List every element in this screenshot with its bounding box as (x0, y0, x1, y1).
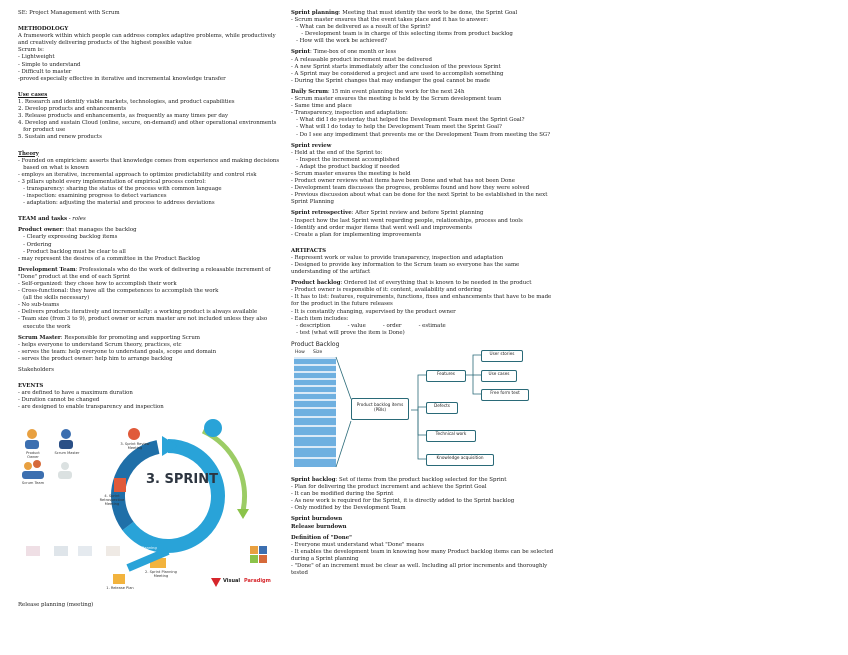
text-line: - Lightweight (18, 54, 55, 61)
stakeholders-label: Stakeholders (18, 367, 54, 374)
text-line: - It enables the development team in knowing how many Product backlog items can be selected (291, 548, 554, 555)
text-line: - Create a plan for implementing improvements (291, 231, 422, 238)
release-plan-icon (113, 574, 125, 584)
text-line: - "Done" of an increment must be clear as well. Including all prior increments and thoroughly (291, 562, 548, 569)
text-line: - employs an iterative, incremental approach to optimize predictability and control risk (18, 171, 257, 178)
text-line: - Plan for delivering the product increment and achieve the Sprint Goal (291, 484, 487, 491)
text-line: -proved especially effective in iterative and incremental knowledge transfer (18, 75, 226, 82)
scrum-master-desc: : Responsible for promoting and supporting Scrum (60, 334, 200, 341)
text-line: A framework within which people can address complex adaptive problems, while productively (18, 33, 276, 40)
text-line: - Delivers products iteratively and incrementally: a working product is always available (18, 309, 258, 316)
text-line: 2. Develop products and enhancements (18, 106, 127, 113)
faded-team-icon (58, 462, 72, 479)
text-line: - A releasable product increment must be delivered (291, 56, 432, 63)
text-line: - Scrum master ensures the meeting is held by the Scrum development team (291, 96, 502, 103)
section-dev-team (18, 267, 288, 331)
leaf-use-cases: Use cases (481, 370, 517, 382)
section-use-cases (18, 92, 288, 142)
section-sprint-planning (291, 10, 563, 45)
sprint-center-label: 3. SPRINT (146, 471, 218, 487)
branch-defects: Defects (426, 402, 458, 414)
role-label-scrum-team: Scrum Team (21, 480, 45, 485)
text-line: - serves the team: help everyone to understand goals, scope and domain (18, 348, 217, 355)
product-owner-desc: : that manages the backlog (62, 227, 137, 234)
text-line: 1. Research and identify viable markets, technologies, and product capabilities (18, 98, 235, 105)
backlog-center-box: Product backlog items (PBIs) (351, 398, 409, 420)
section-sprint-review (291, 143, 563, 207)
step-release-plan: 1. Release Plan (106, 585, 134, 590)
text-line: - Same time and place (291, 103, 352, 110)
text-line: - Difficult to master (18, 68, 72, 75)
step-sprint-planning: 2. Sprint Planning Meeting (145, 569, 177, 578)
backlog-axis-size: Size (313, 349, 323, 355)
events-title: EVENTS (18, 383, 44, 390)
text-line: (all the skills necessary) (18, 295, 90, 302)
sprint-retro-desc: : After Sprint review and before Sprint planning (351, 210, 484, 217)
text-line: understanding of the artifact (291, 269, 371, 276)
text-line: 4. Develop and sustain Cloud (online, secure, on-demand) and other operational environments (18, 120, 277, 127)
section-definition-done (291, 535, 563, 578)
text-line: 3. Release products and enhancements, as frequently as many times per day (18, 113, 229, 120)
team-title-suffix: - roles (67, 216, 86, 223)
branch-technical-work: Technical work (426, 430, 476, 442)
branch-knowledge-acquisition: Knowledge acquisition (426, 454, 494, 466)
text-line: - Only modified by the Development Team (291, 505, 406, 512)
sprint-planning-desc: : Meeting that must identify the work to be done, the Sprint Goal (338, 10, 518, 16)
section-product-backlog (291, 280, 563, 337)
section-theory (18, 151, 288, 208)
daily-arrow-head (237, 509, 249, 519)
methodology-title: METHODOLOGY (18, 26, 69, 33)
brand-visual-text: Visual (223, 577, 241, 584)
text-line: - Simple to understand (18, 61, 81, 68)
scrum-master-icon (59, 429, 73, 449)
text-line: - No sub-teams (18, 302, 60, 309)
scrum-team-icon (22, 460, 44, 479)
daily-scrum-title: Daily Scrum (291, 88, 328, 95)
sprint-review-title: Sprint review (291, 142, 332, 149)
text-line: - Held at the end of the Sprint to: (291, 149, 383, 156)
text-line: "Done" product at the end of each Sprint (18, 273, 131, 280)
text-line: - Identify and order major items that went well and improvements (291, 224, 472, 231)
text-line: - Each item includes: (291, 315, 349, 322)
product-backlog-diagram (291, 341, 546, 471)
text-line: - are defined to have a maximum duration (18, 390, 133, 397)
brand-paradigm-text: Paradigm (244, 577, 271, 584)
text-line: - are designed to enable transparency and inspection (18, 404, 164, 411)
text-line: - Transparency, inspection and adaptation: (291, 110, 408, 117)
section-sprint (291, 49, 563, 84)
sprint-retro-title: Sprint retrospective (291, 210, 352, 217)
text-line: for the product in the future releases (291, 301, 393, 308)
text-line: - Previous discussion about what can be done for the next Sprint to be established in the next (291, 192, 548, 199)
text-line: during a Sprint planning (291, 555, 359, 562)
section-events (18, 383, 288, 411)
role-label-scrum-master: Scrum Master (54, 450, 80, 455)
sprint-desc: : Time-box of one month or less (309, 49, 397, 56)
text-line: - Inspect how the last Sprint went regarding people, relationships, process and tools (291, 217, 523, 224)
text-line: - What will I do today to help the Development Team meet the Sprint Goal? (291, 124, 502, 131)
text-line: based on what is known (18, 164, 89, 171)
step-sprint-retrospective: 4. Sprint Retrospective Meeting (99, 493, 125, 507)
text-line: and creatively delivering products of the highest possible value (18, 40, 192, 47)
text-line: - It can be modified during the Sprint (291, 491, 394, 498)
leaf-free-form-text: Free form text (481, 389, 529, 401)
section-sprint-retrospective (291, 210, 563, 238)
text-line: - Cross-functional: they have all the competences to accomplish the work (18, 288, 219, 295)
text-line: - 3 pillars uphold every implementation of empirical process control: (18, 178, 206, 185)
section-artifacts (291, 248, 563, 276)
right-column (291, 10, 563, 581)
text-line: - Product owner reviews what items have been Done and what has not been Done (291, 178, 515, 185)
text-line: - Designed to provide key information to the Scrum team so everyone has the same (291, 262, 520, 268)
dev-team-title: Development Team (18, 266, 76, 273)
team-title: TEAM and tasks (18, 216, 67, 223)
product-backlog-desc: : Ordered list of everything that is known to be needed in the product (340, 280, 532, 287)
section-product-owner (18, 227, 288, 262)
step-sprint-review: 3. Sprint Review Meeting (120, 441, 150, 450)
text-line: - Everyone must understand what "Done" means (291, 541, 424, 548)
faded-icons (26, 546, 120, 556)
document-header: SE: Project Management with Scrum (18, 10, 120, 16)
artifacts-title: ARTIFACTS (291, 247, 326, 254)
text-line: - test (what will prove the item is Done) (291, 329, 405, 336)
backlog-stack-icon (294, 357, 336, 467)
text-line: Scrum is: (18, 47, 44, 54)
text-line: - Product backlog must be clear to all (18, 248, 126, 255)
text-line: execute the work (18, 323, 71, 330)
dev-team-desc: : Professionals who do the work of delivering a releasable increment of (75, 266, 271, 273)
text-line: - During the Sprint changes that may endanger the goal cannot be made (291, 77, 490, 84)
release-burndown-title: Release burndown (291, 523, 347, 530)
text-line: - Duration cannot be changed (18, 397, 100, 404)
use-cases-title: Use cases (18, 91, 48, 98)
definition-done-title: Definition of "Done" (291, 534, 352, 541)
release-planning-label: Release planning (meeting) (18, 601, 94, 608)
text-line: - Adapt the product backlog if needed (291, 163, 400, 170)
text-line: - description - value - order - estimate (291, 322, 446, 329)
section-methodology (18, 26, 288, 83)
daily-scrum-desc: : 15 min event planning the work for the next 24h (327, 88, 465, 95)
sprint-title: Sprint (291, 49, 310, 56)
increment-icon (250, 546, 267, 563)
product-owner-title: Product owner (18, 227, 63, 234)
leaf-user-stories: User stories (481, 350, 523, 362)
team-heading (18, 216, 288, 223)
text-line: - inspection: examining progress to detect variances (18, 193, 167, 200)
left-column (18, 10, 288, 613)
section-burndown (291, 516, 563, 530)
section-daily-scrum (291, 89, 563, 139)
text-line: 5. Sustain and renew products (18, 134, 102, 141)
text-line: - Inspect the increment accomplished (291, 156, 400, 163)
text-line: - A new Sprint starts immediately after the conclusion of the previous Sprint (291, 63, 501, 70)
scrum-master-title: Scrum Master (18, 334, 61, 341)
sprint-backlog-desc: : Set of items from the product backlog selected for the Sprint (335, 476, 507, 483)
sprint-backlog-title: Sprint backlog (291, 476, 336, 483)
backlog-axis-how: How (295, 349, 305, 355)
text-line: - Ordering (18, 241, 52, 248)
text-line: - Development team is in charge of this selecting items from product backlog (291, 31, 513, 38)
text-line: - Product owner is responsible of it: content, availability and ordering (291, 287, 482, 294)
text-line: - As new work is required for the Sprint, it is directly added to the Sprint backlog (291, 498, 515, 505)
visual-paradigm-logo-icon (211, 578, 221, 587)
retrospective-badge-icon (114, 478, 126, 492)
text-line: - adaptation: adjusting the material and process to address deviations (18, 200, 215, 207)
text-line: - Team size (from 3 to 9), product owner or scrum master are not included unless they also (18, 316, 268, 323)
text-line: - What did I do yesterday that helped the Development Team meet the Sprint Goal? (291, 117, 525, 124)
text-line: - Scrum master ensures the meeting is held (291, 170, 411, 177)
sprint-burndown-title: Sprint burndown (291, 516, 343, 523)
section-sprint-backlog (291, 477, 563, 512)
text-line: - It has to list: features, requirements, functions, fixes and enhancements that have to be made (291, 294, 552, 301)
backlog-figure-title: Product Backlog (291, 340, 340, 348)
text-line: - transparency: sharing the status of the process with common language (18, 185, 222, 192)
role-label-product-owner: Product Owner (26, 450, 40, 459)
branch-features: Features (426, 370, 466, 382)
text-line: - It is constantly changing, supervised by the product owner (291, 308, 456, 315)
sprint-cycle-diagram (18, 416, 278, 598)
review-badge-icon (128, 428, 140, 440)
text-line: - Clearly expressing backlog items (18, 234, 118, 241)
product-owner-icon (25, 429, 39, 449)
product-backlog-title: Product backlog (291, 280, 341, 287)
text-line: - may represent the desires of a committee in the Product Backlog (18, 255, 200, 262)
timer-icon (204, 419, 222, 437)
text-line: - Founded on empiricism: asserts that knowledge comes from experience and making decisions (18, 157, 280, 164)
text-line: - A Sprint may be considered a project and are used to accomplish something (291, 70, 504, 77)
planning-arrow-label: Planning (141, 545, 157, 550)
text-line: - What can be delivered as a result of the Sprint? (291, 24, 431, 31)
section-scrum-master (18, 335, 288, 363)
text-line: - Do I see any impediment that prevents me or the Development Team from meeting the SG? (291, 131, 551, 138)
text-line: tested (291, 570, 308, 577)
text-line: for product use (18, 127, 66, 134)
sprint-planning-title: Sprint planning (291, 10, 339, 16)
text-line: - Self-organized: they chose how to accomplish their work (18, 281, 177, 287)
text-line: Sprint Planning (291, 199, 334, 206)
text-line: - Development team discusses the progress, problems found and how they were solved (291, 185, 530, 192)
text-line: - helps everyone to understand Scrum theory, practices, etc (18, 341, 182, 348)
theory-title: Theory (18, 150, 39, 157)
text-line: - Scrum master ensures that the event takes place and it has to answer: (291, 17, 489, 24)
text-line: - How will the work be achieved? (291, 38, 387, 45)
text-line: - serves the product owner: help him to arrange backlog (18, 355, 173, 362)
text-line: - Represent work or value to provide transparency, inspection and adaptation (291, 254, 504, 261)
